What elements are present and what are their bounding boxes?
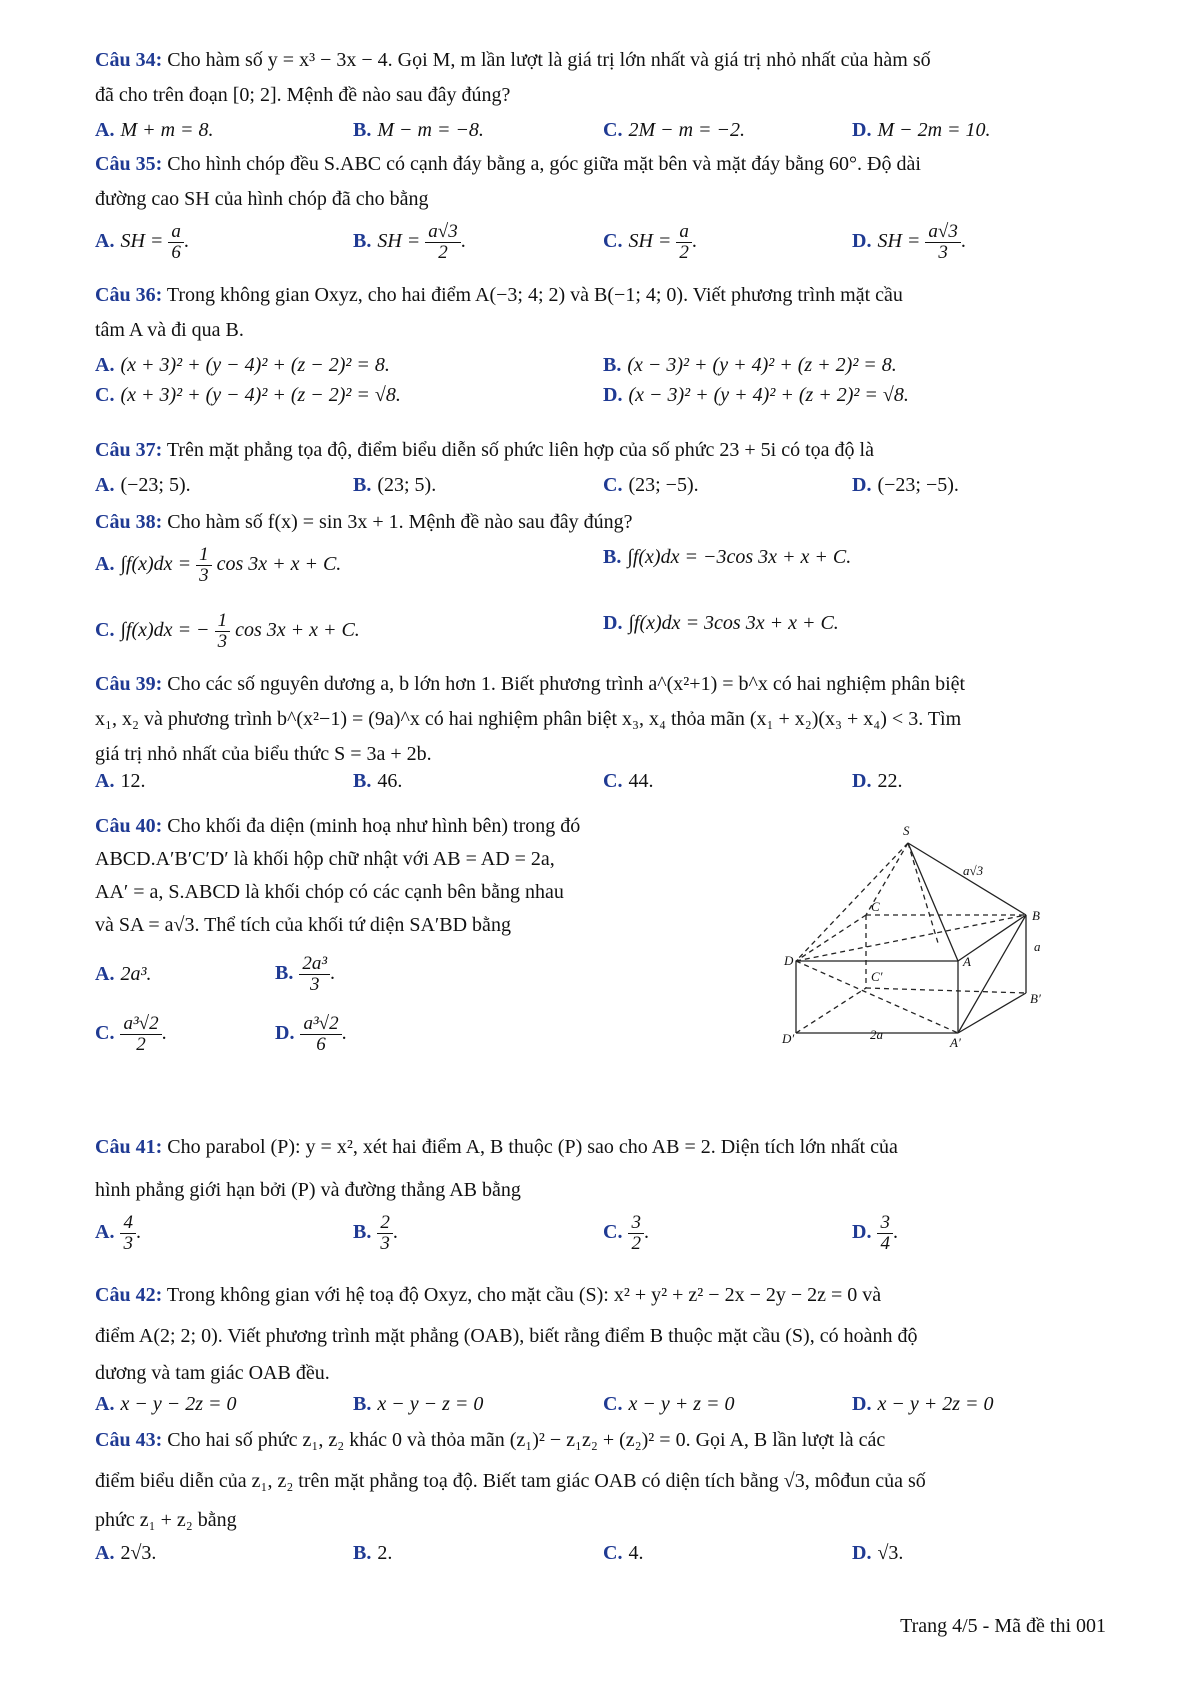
option-d[interactable]: D. $\frac{\text{a³√2}}{6}$ .	[275, 1013, 347, 1055]
question-text: Trong không gian Oxyz, cho hai điểm A(−3; 4; 2) và B(−1; 4; 0). Viết phương trình mặt cầu	[166, 284, 903, 306]
label-b-prime: B′	[1030, 991, 1041, 1006]
question-number: Câu 34:	[95, 49, 163, 71]
option-a[interactable]: A. 12.	[95, 770, 146, 792]
label-a-prime: A′	[950, 1035, 961, 1050]
answer-options	[95, 1014, 695, 1070]
option-c[interactable]: C. (x + 3)² + (y − 4)² + (z − 2)² = √8.	[95, 384, 401, 406]
question-text: Cho khối đa diện (minh hoạ như hình bên) trong đó	[167, 815, 581, 837]
question-number: Câu 40:	[95, 815, 163, 837]
option-c[interactable]: C. 4.	[603, 1542, 644, 1564]
label-2a: 2a	[870, 1027, 883, 1042]
option-b[interactable]: B. x − y − z = 0	[353, 1393, 484, 1415]
question-text: đường cao SH của hình chóp đã cho bằng	[95, 188, 429, 210]
option-d[interactable]: D. 22.	[852, 770, 903, 792]
question-number: Câu 36:	[95, 284, 163, 306]
question-42	[95, 1283, 1105, 1420]
question-number: Câu 42:	[95, 1284, 163, 1306]
option-c[interactable]: C. $\frac{3}{2}$ .	[603, 1212, 649, 1254]
option-c[interactable]: C. x − y + z = 0	[603, 1393, 735, 1415]
label-c: C	[871, 899, 880, 914]
question-text: dương và tam giác OAB đều.	[95, 1362, 330, 1384]
option-b[interactable]: B. $\frac{2}{3}$ .	[353, 1212, 398, 1254]
question-text: phức z₁ + z₂ bằng	[95, 1509, 237, 1531]
question-36	[95, 283, 1105, 409]
option-b[interactable]: B. 46.	[353, 770, 403, 792]
option-a[interactable]: A. ∫f(x)dx = $\frac{1}{3}$ cos 3x + x + C.	[95, 544, 342, 586]
answer-options	[95, 1213, 1105, 1269]
answer-options	[95, 222, 1105, 278]
answer-options	[95, 545, 1105, 611]
question-number: Câu 37:	[95, 439, 163, 461]
option-a[interactable]: A. SH = $\frac{a}{6}$ .	[95, 221, 189, 263]
question-text: điểm A(2; 2; 0). Viết phương trình mặt phẳng (OAB), biết rằng điểm B thuộc mặt cầu (S), có hoành độ	[95, 1325, 918, 1347]
option-d[interactable]: D. √3.	[852, 1542, 904, 1564]
question-text: x₁, x₂ và phương trình b^(x²−1) = (9a)^x có hai nghiệm phân biệt x₃, x₄ thỏa mãn (x₁ + x₂)(x₃ + x₄) < 3. Tìm	[95, 708, 962, 730]
answer-options	[95, 769, 1105, 797]
question-text: và SA = a√3. Thể tích của khối tứ diện SA′BD bằng	[95, 914, 511, 936]
question-text: Cho hàm số y = x³ − 3x − 4. Gọi M, m lần lượt là giá trị lớn nhất và giá trị nhỏ nhất của hàm số	[167, 49, 931, 71]
option-d[interactable]: D. x − y + 2z = 0	[852, 1393, 994, 1415]
page-footer: Trang 4/5 - Mã đề thi 001	[900, 1615, 1106, 1637]
option-b[interactable]: B. (23; 5).	[353, 474, 437, 496]
option-c[interactable]: C. $\frac{\text{a³√2}}{2}$ .	[95, 1013, 167, 1055]
question-41	[95, 1135, 1105, 1269]
option-c[interactable]: C. 44.	[603, 770, 654, 792]
option-d[interactable]: D. $\frac{3}{4}$ .	[852, 1212, 898, 1254]
answer-options	[95, 118, 1105, 146]
option-b[interactable]: B. SH = $\frac{a√3}{2}$ .	[353, 221, 466, 263]
option-c[interactable]: C. SH = $\frac{a}{2}$ .	[603, 221, 697, 263]
option-d[interactable]: D. (x − 3)² + (y + 4)² + (z + 2)² = √8.	[603, 384, 909, 406]
option-a[interactable]: A. x − y − 2z = 0	[95, 1393, 237, 1415]
option-d[interactable]: D. SH = $\frac{a√3}{3}$ .	[852, 221, 966, 263]
question-34	[95, 48, 1105, 146]
question-number: Câu 39:	[95, 673, 163, 695]
label-c-prime: C′	[871, 969, 883, 984]
question-text: AA′ = a, S.ABCD là khối chóp có các cạnh bên bằng nhau	[95, 881, 564, 903]
answer-options	[95, 1541, 1105, 1569]
question-number: Câu 38:	[95, 511, 163, 533]
answer-options	[95, 954, 695, 1014]
option-b[interactable]: B. ∫f(x)dx = −3cos 3x + x + C.	[603, 546, 852, 568]
label-a-edge: a	[1034, 939, 1041, 954]
question-35	[95, 152, 1105, 278]
question-text: giá trị nhỏ nhất của biểu thức S = 3a + 2b.	[95, 743, 432, 765]
polyhedron-figure	[778, 823, 1058, 1053]
option-c[interactable]: C. ∫f(x)dx = − $\frac{1}{3}$ cos 3x + x + C.	[95, 610, 360, 652]
option-d[interactable]: D. ∫f(x)dx = 3cos 3x + x + C.	[603, 612, 839, 634]
option-b[interactable]: B. (x − 3)² + (y + 4)² + (z + 2)² = 8.	[603, 354, 897, 376]
question-text: đã cho trên đoạn [0; 2]. Mệnh đề nào sau đây đúng?	[95, 84, 511, 106]
label-d-prime: D′	[782, 1031, 795, 1046]
label-d: D	[784, 953, 794, 968]
answer-options	[95, 611, 1105, 665]
answer-options	[95, 1392, 1105, 1420]
option-d[interactable]: D. (−23; −5).	[852, 474, 959, 496]
question-text: Cho hình chóp đều S.ABC có cạnh đáy bằng a, góc giữa mặt bên và mặt đáy bằng 60°. Độ dài	[167, 153, 921, 175]
question-number: Câu 41:	[95, 1136, 163, 1158]
option-c[interactable]: C. 2M − m = −2.	[603, 119, 746, 141]
label-a-sqrt3: a√3	[963, 863, 984, 878]
option-a[interactable]: A. 2a³.	[95, 963, 152, 985]
question-text: Cho parabol (P): y = x², xét hai điểm A, B thuộc (P) sao cho AB = 2. Diện tích lớn nhất của	[167, 1136, 898, 1158]
question-text: Cho hai số phức z₁, z₂ khác 0 và thỏa mãn (z₁)² − z₁z₂ + (z₂)² = 0. Gọi A, B lần lượt là các	[167, 1429, 886, 1451]
option-a[interactable]: A. 2√3.	[95, 1542, 157, 1564]
question-text: Cho hàm số f(x) = sin 3x + 1. Mệnh đề nào sau đây đúng?	[167, 511, 633, 533]
option-b[interactable]: B. $\frac{\text{2a³}}{3}$ .	[275, 953, 336, 995]
question-text: điểm biểu diễn của z₁, z₂ trên mặt phẳng toạ độ. Biết tam giác OAB có diện tích bằng √3, môđun của số	[95, 1470, 926, 1492]
question-43	[95, 1428, 1105, 1569]
option-a[interactable]: A. $\frac{4}{3}$ .	[95, 1212, 141, 1254]
answer-options	[95, 473, 1105, 501]
option-a[interactable]: A. (x + 3)² + (y − 4)² + (z − 2)² = 8.	[95, 354, 390, 376]
option-d[interactable]: D. M − 2m = 10.	[852, 119, 991, 141]
question-text: ABCD.A′B′C′D′ là khối hộp chữ nhật với AB = AD = 2a,	[95, 848, 555, 870]
question-text: Trong không gian với hệ toạ độ Oxyz, cho mặt cầu (S): x² + y² + z² − 2x − 2y − 2z = 0 và	[166, 1284, 882, 1306]
question-text: hình phẳng giới hạn bởi (P) và đường thẳng AB bằng	[95, 1179, 521, 1201]
option-c[interactable]: C. (23; −5).	[603, 474, 699, 496]
question-text: tâm A và đi qua B.	[95, 319, 244, 341]
answer-options	[95, 353, 1105, 409]
question-number: Câu 35:	[95, 153, 163, 175]
label-a: A	[963, 954, 971, 969]
option-a[interactable]: A. (−23; 5).	[95, 474, 191, 496]
question-39	[95, 672, 1105, 797]
question-38	[95, 510, 1105, 665]
question-text: Cho các số nguyên dương a, b lớn hơn 1. Biết phương trình a^(x²+1) = b^x có hai nghiệm phân biệt	[167, 673, 966, 695]
option-b[interactable]: B. 2.	[353, 1542, 393, 1564]
label-b: B	[1032, 908, 1040, 923]
label-s: S	[903, 823, 910, 838]
option-b[interactable]: B. M − m = −8.	[353, 119, 484, 141]
question-40	[95, 814, 695, 1070]
option-a[interactable]: A. M + m = 8.	[95, 119, 214, 141]
question-37	[95, 438, 1105, 501]
question-text: Trên mặt phẳng tọa độ, điểm biểu diễn số phức liên hợp của số phức 23 + 5i có tọa độ là	[166, 439, 874, 461]
question-number: Câu 43:	[95, 1429, 163, 1451]
